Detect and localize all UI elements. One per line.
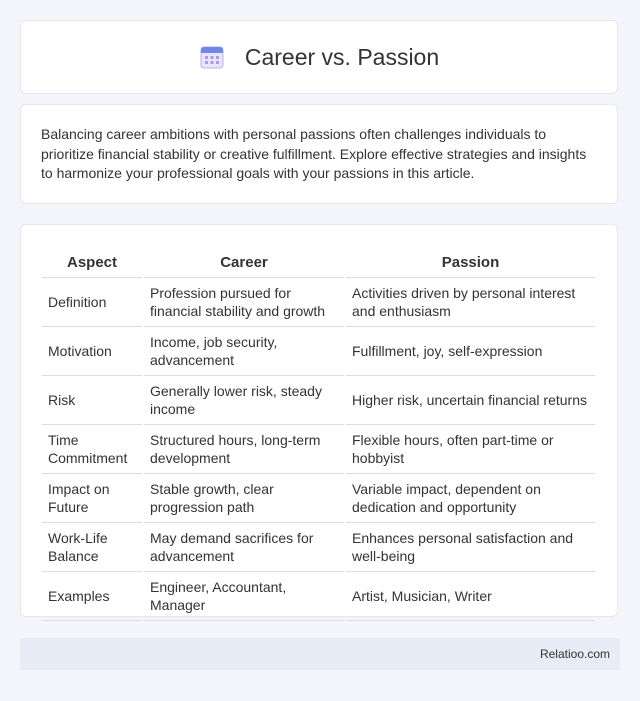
aspect-cell: Time Commitment <box>42 425 142 474</box>
intro-card <box>20 104 618 204</box>
passion-cell: Flexible hours, often part-time or hobbyist <box>346 425 595 474</box>
table-body <box>42 278 595 621</box>
intro-text: Balancing career ambitions with personal passions often challenges individuals to prioritize financial stability or creative fulfillment. Explore effective strategies and insights to harmonize your professional goals with your passions in this article. <box>41 126 587 181</box>
header-passion: Passion <box>346 243 595 278</box>
aspect-cell: Work-Life Balance <box>42 523 142 572</box>
career-cell: May demand sacrifices for advancement <box>144 523 344 572</box>
table-row <box>42 523 595 572</box>
passion-cell: Variable impact, dependent on dedication and opportunity <box>346 474 595 523</box>
career-cell: Income, job security, advancement <box>144 327 344 376</box>
passion-cell: Artist, Musician, Writer <box>346 572 595 621</box>
passion-cell: Fulfillment, joy, self-expression <box>346 327 595 376</box>
career-cell: Structured hours, long-term development <box>144 425 344 474</box>
header-career: Career <box>144 243 344 278</box>
calendar-icon <box>199 44 225 70</box>
career-cell: Generally lower risk, steady income <box>144 376 344 425</box>
aspect-cell: Motivation <box>42 327 142 376</box>
table-header-row <box>42 243 595 278</box>
header-aspect: Aspect <box>42 243 142 278</box>
passion-cell: Activities driven by personal interest and enthusiasm <box>346 278 595 327</box>
table-row <box>42 327 595 376</box>
career-cell: Profession pursued for financial stability and growth <box>144 278 344 327</box>
footer-brand: Relatioo.com <box>539 647 610 661</box>
comparison-card <box>20 224 618 617</box>
footer <box>20 638 620 670</box>
career-cell: Stable growth, clear progression path <box>144 474 344 523</box>
aspect-cell: Impact on Future <box>42 474 142 523</box>
table-row <box>42 425 595 474</box>
career-cell: Engineer, Accountant, Manager <box>144 572 344 621</box>
passion-cell: Enhances personal satisfaction and well-being <box>346 523 595 572</box>
aspect-cell: Definition <box>42 278 142 327</box>
passion-cell: Higher risk, uncertain financial returns <box>346 376 595 425</box>
page-header <box>20 20 618 94</box>
page-title: Career vs. Passion <box>244 43 440 70</box>
table-row <box>42 376 595 425</box>
table-row <box>42 474 595 523</box>
aspect-cell: Examples <box>42 572 142 621</box>
comparison-table <box>40 243 597 621</box>
aspect-cell: Risk <box>42 376 142 425</box>
table-row <box>42 278 595 327</box>
table-row <box>42 572 595 621</box>
